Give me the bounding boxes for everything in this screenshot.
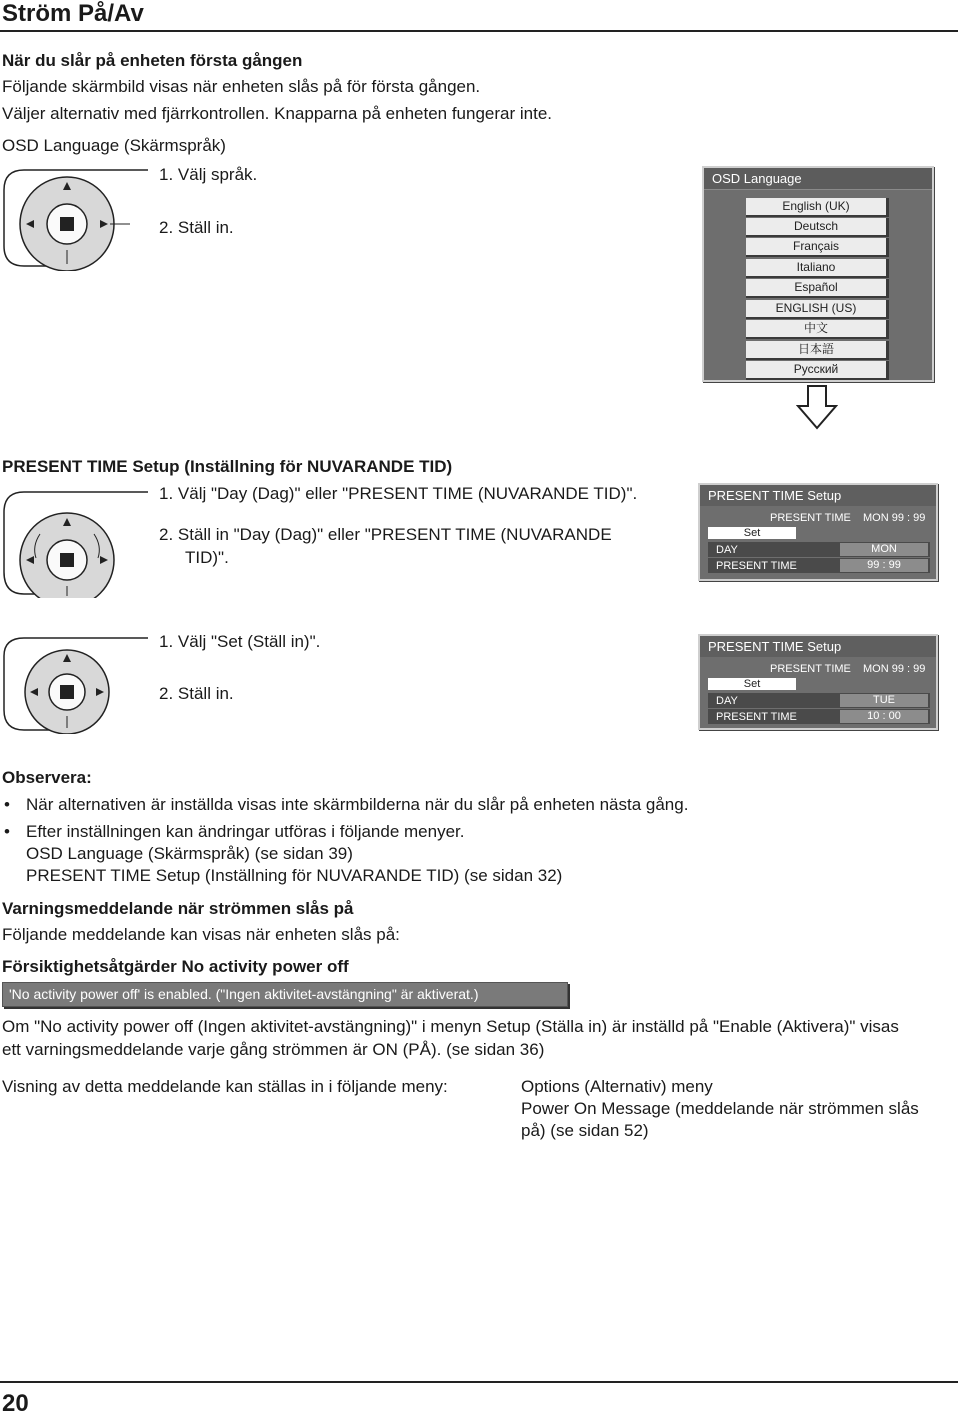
set-step2: 2. Ställ in. (159, 684, 234, 703)
first-time-line2: Väljer alternativ med fjärrkontrollen. Knapparna på enheten fungerar inte. (2, 104, 553, 123)
pt2-day-value: TUE (840, 694, 928, 707)
pt1-time-label: PRESENT TIME (716, 560, 797, 572)
present-time-heading: PRESENT TIME Setup (Inställning för NUVARANDE TID) (2, 457, 453, 476)
note-bullet1: När alternativen är inställda visas inte skärmbilderna när du slår på enheten nästa gång. (26, 795, 689, 814)
page-title: Ström På/Av (2, 0, 144, 27)
language-option-chinese[interactable]: 中文 (746, 320, 889, 339)
pt1-present-value: MON 99 : 99 (863, 512, 926, 524)
pt1-set-button[interactable]: Set (708, 527, 796, 539)
osd-language-panel (702, 166, 934, 382)
pt2-set-button[interactable]: Set (708, 678, 796, 690)
menu-path-line1: Options (Alternativ) meny (521, 1077, 713, 1096)
language-option-english-us[interactable]: ENGLISH (US) (746, 300, 889, 319)
present-time-panel-1 (698, 483, 938, 581)
note-bullet2-line2: OSD Language (Skärmspråk) (se sidan 39) (26, 844, 353, 863)
bullet-marker: • (4, 795, 10, 814)
present-time-step1: 1. Välj "Day (Dag)" eller "PRESENT TIME (NUVARANDE TID)". (159, 484, 638, 503)
language-option-francais[interactable]: Français (746, 238, 889, 257)
osd-panel-title: OSD Language (704, 168, 932, 190)
display-setting-label: Visning av detta meddelande kan ställas in i följande meny: (2, 1077, 448, 1096)
language-option-italiano[interactable]: Italiano (746, 259, 889, 278)
title-divider (0, 30, 958, 32)
present-time-step2-line1: 2. Ställ in "Day (Dag)" eller "PRESENT TIME (NUVARANDE (159, 525, 612, 544)
pt2-present-value: MON 99 : 99 (863, 663, 926, 675)
warning-intro: Följande meddelande kan visas när enheten slås på: (2, 925, 400, 944)
language-option-deutsch[interactable]: Deutsch (746, 218, 889, 237)
osd-step2: 2. Ställ in. (159, 218, 234, 237)
note-bullet2-line3: PRESENT TIME Setup (Inställning för NUVARANDE TID) (se sidan 32) (26, 866, 563, 885)
pt2-title: PRESENT TIME Setup (700, 636, 936, 657)
osd-step1: 1. Välj språk. (159, 165, 258, 184)
warning-heading: Varningsmeddelande när strömmen slås på (2, 899, 354, 918)
remote-dpad-icon (0, 488, 150, 598)
note-bullet2-line1: Efter inställningen kan ändringar utföras i följande menyer. (26, 822, 465, 841)
first-time-line1: Följande skärmbild visas när enheten slås på för första gången. (2, 77, 481, 96)
warning-sub-heading: Försiktighetsåtgärder No activity power off (2, 957, 349, 976)
pt1-present-label: PRESENT TIME (770, 512, 851, 524)
pt1-day-selector[interactable]: MON (840, 543, 928, 556)
osd-language-heading: OSD Language (Skärmspråk) (2, 136, 226, 155)
remote-dpad-icon (0, 634, 150, 734)
language-option-japanese[interactable]: 日本語 (746, 341, 889, 360)
warning-para-line1: Om "No activity power off (Ingen aktivitet-avstängning)" i menyn Setup (Ställa in) är inställd på "Enable (Aktivera)" visas (2, 1017, 899, 1036)
pt2-day-label: DAY (716, 695, 738, 707)
remote-dpad-icon (0, 166, 150, 271)
language-option-espanol[interactable]: Español (746, 279, 889, 298)
pt1-time-selector[interactable]: 99 : 99 (840, 559, 928, 572)
pt2-present-label: PRESENT TIME (770, 663, 851, 675)
pt2-time-label: PRESENT TIME (716, 711, 797, 723)
bullet-marker: • (4, 822, 10, 841)
arrow-down-icon (796, 384, 838, 430)
language-option-russian[interactable]: Русский (746, 361, 889, 380)
warning-message-box: 'No activity power off' is enabled. ("Ingen aktivitet-avstängning" är aktiverat.) (2, 982, 568, 1007)
pt1-title: PRESENT TIME Setup (700, 485, 936, 506)
first-time-heading: När du slår på enheten första gången (2, 51, 303, 70)
pt2-time-value: 10 : 00 (840, 710, 928, 723)
footer-divider (0, 1381, 958, 1383)
set-step1: 1. Välj "Set (Ställ in)". (159, 632, 321, 651)
warning-para-line2: ett varningsmeddelande varje gång strömmen är ON (PÅ). (se sidan 36) (2, 1040, 545, 1059)
notes-heading: Observera: (2, 768, 92, 787)
language-option-english-uk[interactable]: English (UK) (746, 198, 889, 217)
menu-path-line3: på) (se sidan 52) (521, 1121, 649, 1140)
present-time-step2-line2: TID)". (185, 548, 229, 567)
pt1-day-label: DAY (716, 544, 738, 556)
present-time-panel-2 (698, 634, 938, 730)
menu-path-line2: Power On Message (meddelande när strömmen slås (521, 1099, 919, 1118)
page-number: 20 (2, 1390, 29, 1417)
